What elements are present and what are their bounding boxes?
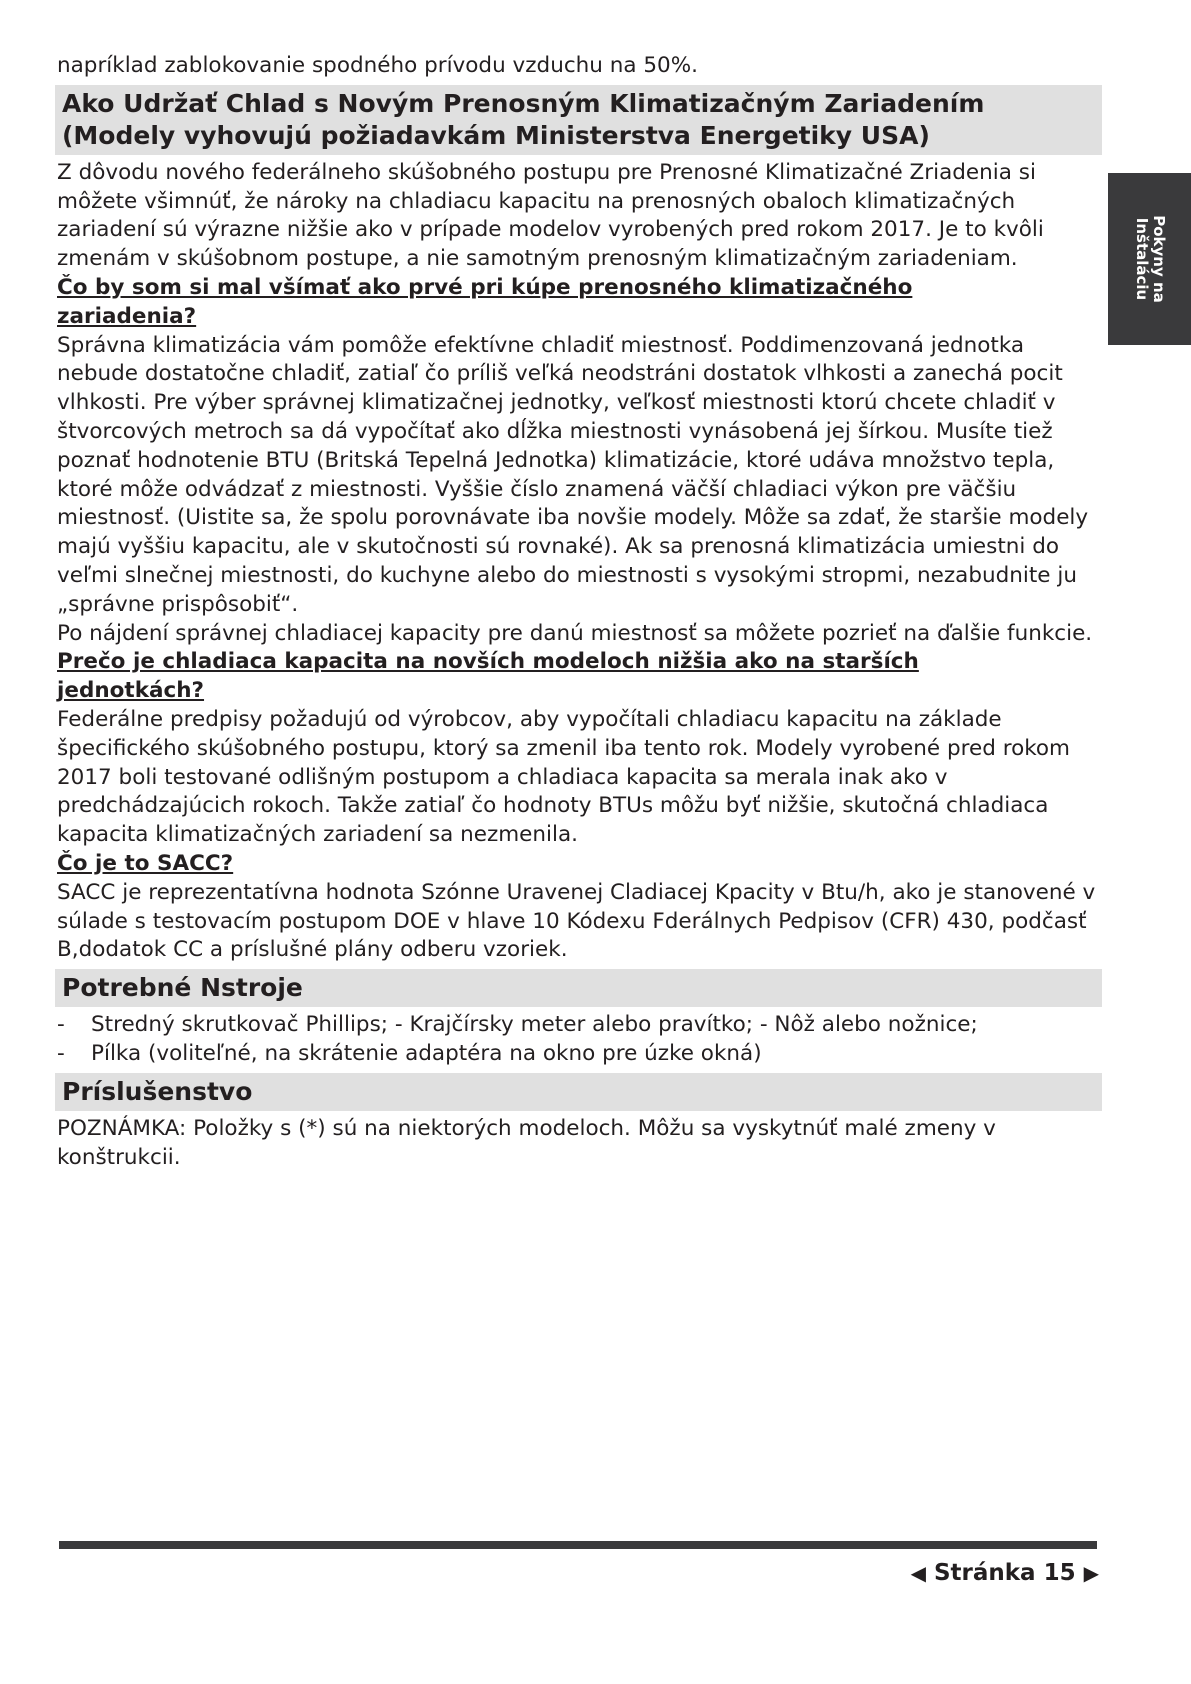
section-heading-cooling: Ako Udržať Chlad s Novým Prenosným Klimatizačným Zariadením (Modely vyhovujú požiadavkám Ministerstva Energetiky USA) (55, 85, 1102, 155)
tools-list (57, 1011, 1102, 1069)
faq-heading-buying: Čo by som si mal všímať ako prvé pri kúpe prenosného klimatizačného zariadenia? (57, 274, 913, 329)
faq-heading-sacc: Čo je to SACC? (57, 850, 234, 876)
footer-divider (59, 1541, 1097, 1549)
section1-paragraph: Z dôvodu nového federálneho skúšobného postupu pre Prenosné Klimatizačné Zriadenia si môžete všimnúť, že nároky na chladiacu kapacitu na prenosných obaloch klimatizačných zariadení sú výrazne nižšie ako v prípade modelov vyrobených pred rokom 2017. Je to kvôli zmenám v skúšobnom postupe, a nie samotným prenosným klimatizačným zariadeniam. (57, 159, 1044, 272)
list-item: - Stredný skrutkovač Phillips; - Krajčírsky meter alebo pravítko; - Nôž alebo nožnice; (57, 1011, 1102, 1040)
section-heading-tools: Potrebné Nstroje (55, 969, 1102, 1007)
faq-answer-capacity: Federálne predpisy požadujú od výrobcov, aby vypočítali chladiacu kapacitu na základe špecifického skúšobného postupu, ktorý sa zmenil iba tento rok. Modely vyrobené pred rokom 2017 boli testované odlišným postupom a chladiaca kapacita sa merala inak ako v predchádzajúcich rokoch. Takže zatiaľ čo hodnoty BTUs môžu byť nižšie, skutočná chladiaca kapacita klimatizačných zariadení sa nezmenila. (57, 706, 1070, 848)
list-item: - Pílka (voliteľné, na skrátenie adaptéra na okno pre úzke okná) (57, 1040, 1102, 1069)
section-side-tab (1108, 173, 1191, 345)
side-tab-label: Pokyny na Inštaláciu (1132, 215, 1168, 303)
page-navigation (911, 1558, 1099, 1588)
faq-heading-capacity: Prečo je chladiaca kapacita na novších modeloch nižšia ako na starších jednotkách? (57, 649, 919, 704)
intro-fragment: napríklad zablokovanie spodného prívodu vzduchu na 50%. (57, 53, 698, 78)
next-page-icon[interactable]: ▶ (1083, 1561, 1099, 1585)
page-number: Stránka 15 (933, 1560, 1076, 1586)
previous-page-icon[interactable]: ◀ (910, 1561, 926, 1585)
faq-answer-buying: Správna klimatizácia vám pomôže efektívne chladiť miestnosť. Poddimenzovaná jednotka nebude dostatočne chladiť, zatiaľ čo príliš veľká neodstráni dostatok vlhkosti a zanechá pocit vlhkosti. Pre výber správnej klimatizačnej jednotky, veľkosť miestnosti ktorú chcete chladiť v štvorcových metroch sa dá vypočítať ako dĺžka miestnosti vynásobená jej šírkou. Musíte tiež poznať hodnotenie BTU (Britská Tepelná Jednotka) klimatizácie, ktoré udáva množstvo tepla, ktoré môže odvádzať z miestnosti. Vyššie číslo znamená väčší chladiaci výkon pre väčšiu miestnosť. (Uistite sa, že spolu porovnávate iba novšie modely. Môže sa zdať, že staršie modely majú vyššiu kapacitu, ale v skutočnosti sú rovnaké). Ak sa prenosná klimatizácia umiestni do veľmi slnečnej miestnosti, do kuchyne alebo do miestnosti s vysokými stropmi, nezabudnite ju „správne prispôsobiť“. (57, 332, 1089, 617)
faq-answer-buying-followup: Po nájdení správnej chladiacej kapacity pre danú miestnosť sa môžete pozrieť na ďalšie funkcie. (57, 620, 1093, 646)
section-heading-accessories: Príslušenstvo (55, 1073, 1102, 1111)
faq-answer-sacc: SACC je reprezentatívna hodnota Szónne Uravenej Cladiacej Kpacity v Btu/h, ako je stanovené v súlade s testovacím postupom DOE v hlave 10 Kódexu Fderálnych Pedpisov (CFR) 430, podčasť B,dodatok CC a príslušné plány odberu vzoriek. (57, 879, 1096, 963)
accessories-note: POZNÁMKA: Položky s (*) sú na niektorých modeloch. Môžu sa vyskytnúť malé zmeny v konštrukcii. (57, 1115, 996, 1170)
page-content (57, 52, 1102, 1172)
